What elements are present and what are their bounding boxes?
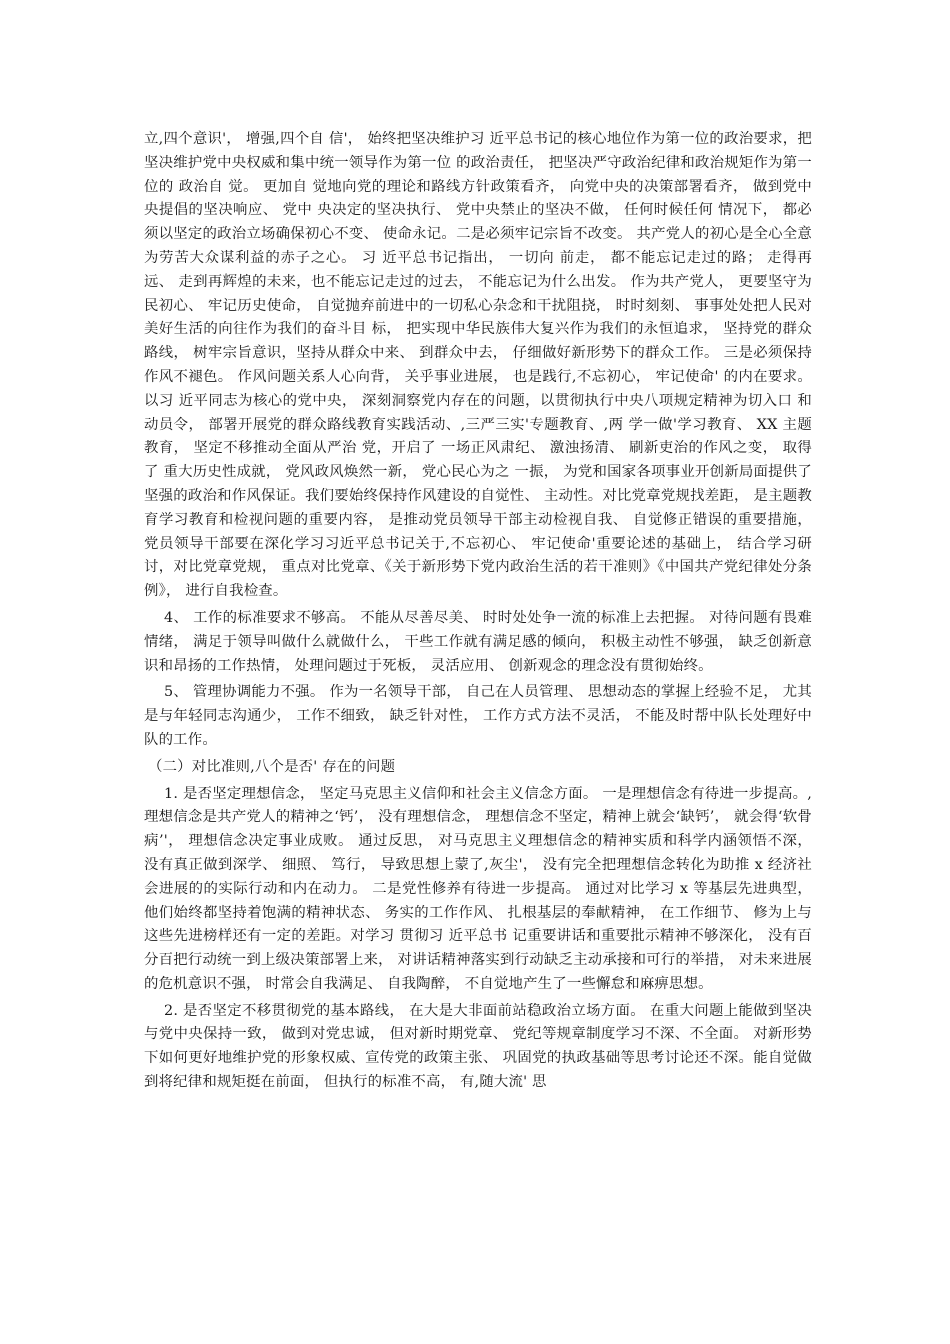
item-paragraph-5: 5、 管理协调能力不强。 作为一名领导干部， 自己在人员管理、 思想动态的掌握上经验不足， 尤其是与年轻同志沟通少， 工作不细致， 缺乏针对性， 工作方式方法不灵活， 不能及时帮中队长处理好中队的工作。 xyxy=(144,684,812,748)
item-paragraph-4: 4、 工作的标准要求不够高。 不能从尽善尽美、 时时处处争一流的标准上去把握。 对待问题有畏难情绪， 满足于领导叫做什么就做什么， 干些工作就有满足感的倾向， 积极主动性不够强， 缺乏创新意识和昂扬的工作热情， 处理问题过于死板， 灵活应用、 创新观念的理念没有贯彻始终。 xyxy=(144,609,812,674)
body-paragraph-1: 立,四个意识'， 增强,四个自 信'， 始终把坚决维护习 近平总书记的核心地位作为第一位的政治要求，把坚决维护党中央权威和集中统一领导作为第一位 的政治责任， 把坚决严守政治纪律和政治规矩作为第一位的 政治自 觉。 更加自 觉地向党的理论和路线方针政策看齐， 向党中央的决策部署看齐， 做到党中央提倡的坚决响应、 党中 央决定的坚决执行、 党中央禁止的坚决不做， 任何时候任何 情况下， 都必须以坚定的政治立场确保初心不变、 使命永记。二是必须牢记宗旨不改变。 共产党人的初心是全心全意为劳苦大众谋利益的赤子之心。 习 近平总书记指出， 一切向 前走， 都不能忘记走过的路； 走得再远、 走到再辉煌的未来，也不能忘记走过的过去， 不能忘记为什么出发。 作为共产党人， 更要坚守为民初心、 牢记历史使命， 自觉抛弃前进中的一切私心杂念和干扰阻挠， 时时刻刻、 事事处处把人民对美好生活的向往作为我们的奋斗目 标， 把实现中华民族伟大复兴作为我们的永恒追求， 坚持党的群众路线， 树牢宗旨意识，坚持从群众中来、 到群众中去， 仔细做好新形势下的群众工作。 三是必须保持作风不褪色。 作风问题关系人心向背， 关乎事业进展， 也是践行,不忘初心， 牢记使命' 的内在要求。以习 近平同志为核心的党中央， 深刻洞察党内存在的问题，以贯彻执行中央八项规定精神为切入口 和动员令， 部署开展党的群众路线教育实践活动、,三严三实'专题教育、,两 学一做'学习教育、 XX 主题教育， 坚定不移推动全面从严治 党，开启了 一场正风肃纪、 激浊扬清、 刷新吏治的作风之变， 取得了 重大历史性成就， 党风政风焕然一新， 党心民心为之 一振， 为党和国家各项事业开创新局面提供了 坚强的政治和作风保证。我们要始终保持作风建设的自觉性、 主动性。对比党章党规找差距， 是主题教育学习教育和检视问题的重要内容， 是推动党员领导干部主动检视自我、 自觉修正错误的重要措施， 党员领导干部要在深化学习习近平总书记关于,不忘初心、 牢记使命'重要论述的基础上， 结合学习研讨，对比党章党规， 重点对比党章、《关于新形势下党内政治生活的若干准则》《中国共产党纪律处分条例》， 进行自我检查。 xyxy=(144,131,812,600)
document-page xyxy=(144,128,812,1098)
section-heading: （二）对比准则,八个是否' 存在的问题 xyxy=(148,758,396,775)
item-paragraph-2: 2. 是否坚定不移贯彻党的基本路线， 在大是大非面前站稳政治立场方面。 在重大问题上能做到坚决与党中央保持一致， 做到对党忠诚， 但对新时期党章、 党纪等规章制度学习不深、不全面。 对新形势下如何更好地维护党的形象权威、宣传党的政策主张、 巩固党的执政基础等思考讨论还不深。能自觉做到将纪律和规矩挺在前面， 但执行的标准不高， 有,随大流' 思 xyxy=(144,1002,812,1091)
item-paragraph-1: 1. 是否坚定理想信念， 坚定马克思主义信仰和社会主义信念方面。 一是理想信念有待进一步提高。,理想信念是共产党人的精神之‘钙’， 没有理想信念， 理想信念不坚定，精神上就会‘缺钙’， 就会得‘软骨病’'， 理想信念决定事业成败。 通过反思， 对马克思主义理想信念的精神实质和科学内涵领悟不深， 没有真正做到深学、 细照、 笃行， 导致思想上蒙了,灰尘'， 没有完全把理想信念转化为助推 x 经济社会进展的的实际行动和内在动力。 二是党性修养有待进一步提高。 通过对比学习 x 等基层先进典型， 他们始终都坚持着饱满的精神状态、 务实的工作作风、 扎根基层的奉献精神， 在工作细节、 修为上与这些先进榜样还有一定的差距。对学习 贯彻习 近平总书 记重要讲话和重要批示精神不够深化， 没有百分百把行动统一到上级决策部署上来， 对讲话精神落实到行动缺乏主动承接和可行的举措， 对未来进展的危机意识不强， 时常会自我满足、 自我陶醉， 不自觉地产生了一些懈怠和麻痹思想。 xyxy=(144,785,812,992)
